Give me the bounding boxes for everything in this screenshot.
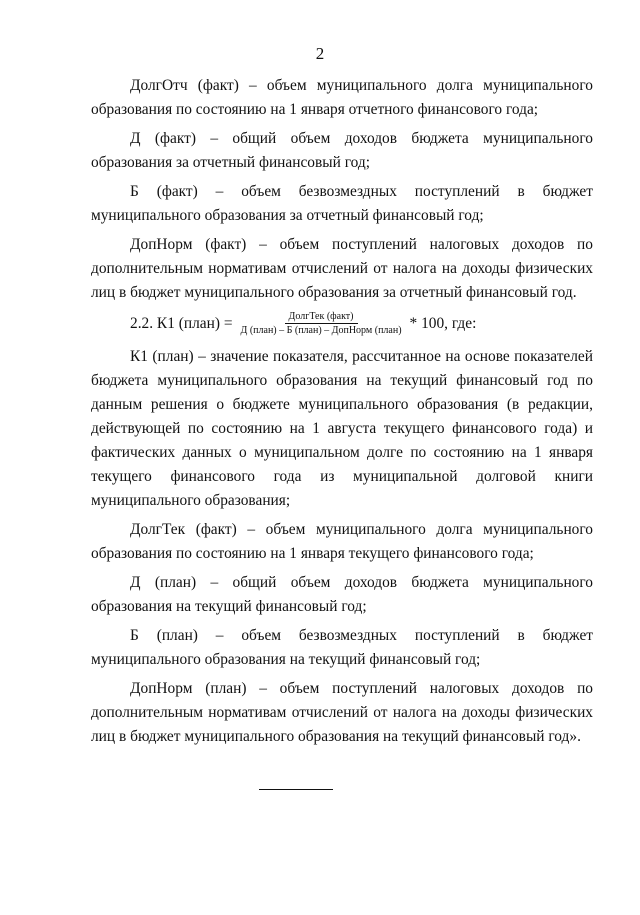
definition-dopnorm-plan: ДопНорм (план) – объем поступлений налоговых доходов по дополнительным нормативам отчислений от налога на доходы физических лиц в бюджет муниципального образования на текущий финансовый год». <box>91 680 593 745</box>
document-body <box>91 74 593 754</box>
definition-dopnorm-fakt: ДопНорм (факт) – объем поступлений налоговых доходов по дополнительным нормативам отчислений от налога на доходы физических лиц в бюджет муниципального образования за отчетный финансовый год. <box>91 236 593 301</box>
definition-b-plan: Б (план) – объем безвозмездных поступлений в бюджет муниципального образования на текущий финансовый год; <box>91 627 593 668</box>
formula-k1-plan <box>130 310 593 337</box>
definition-d-fakt: Д (факт) – общий объем доходов бюджета муниципального образования за отчетный финансовый год; <box>91 130 593 171</box>
definition-d-plan: Д (план) – общий объем доходов бюджета муниципального образования на текущий финансовый год; <box>91 574 593 615</box>
definition-k1-plan: К1 (план) – значение показателя, рассчитанное на основе показателей бюджета муниципального образования на текущий финансовый год по данным решения о бюджете муниципального образования (в редакции, действующей по состоянию на 1 августа текущего финансового года) и фактических данных о муниципальном долге по состоянию на 1 января текущего финансового года из муниципальной долговой книги муниципального образования; <box>91 348 593 509</box>
formula-rhs: * 100, где: <box>409 314 477 332</box>
footnote-divider <box>259 789 333 790</box>
page-number: 2 <box>315 44 325 63</box>
definition-dolgtek-fakt: ДолгТек (факт) – объем муниципального долга муниципального образования по состоянию на 1 января текущего финансового года; <box>91 521 593 562</box>
definition-b-fakt: Б (факт) – объем безвозмездных поступлений в бюджет муниципального образования за отчетный финансовый год; <box>91 183 593 224</box>
formula-numerator: ДолгТек (факт) <box>285 310 358 324</box>
formula-lhs: 2.2. К1 (план) = <box>130 314 233 332</box>
definition-dolgotch-fakt: ДолгОтч (факт) – объем муниципального долга муниципального образования по состоянию на 1 января отчетного финансового года; <box>91 77 593 118</box>
formula-fraction <box>239 310 404 337</box>
formula-denominator: Д (план) – Б (план) – ДопНорм (план) <box>240 325 402 336</box>
